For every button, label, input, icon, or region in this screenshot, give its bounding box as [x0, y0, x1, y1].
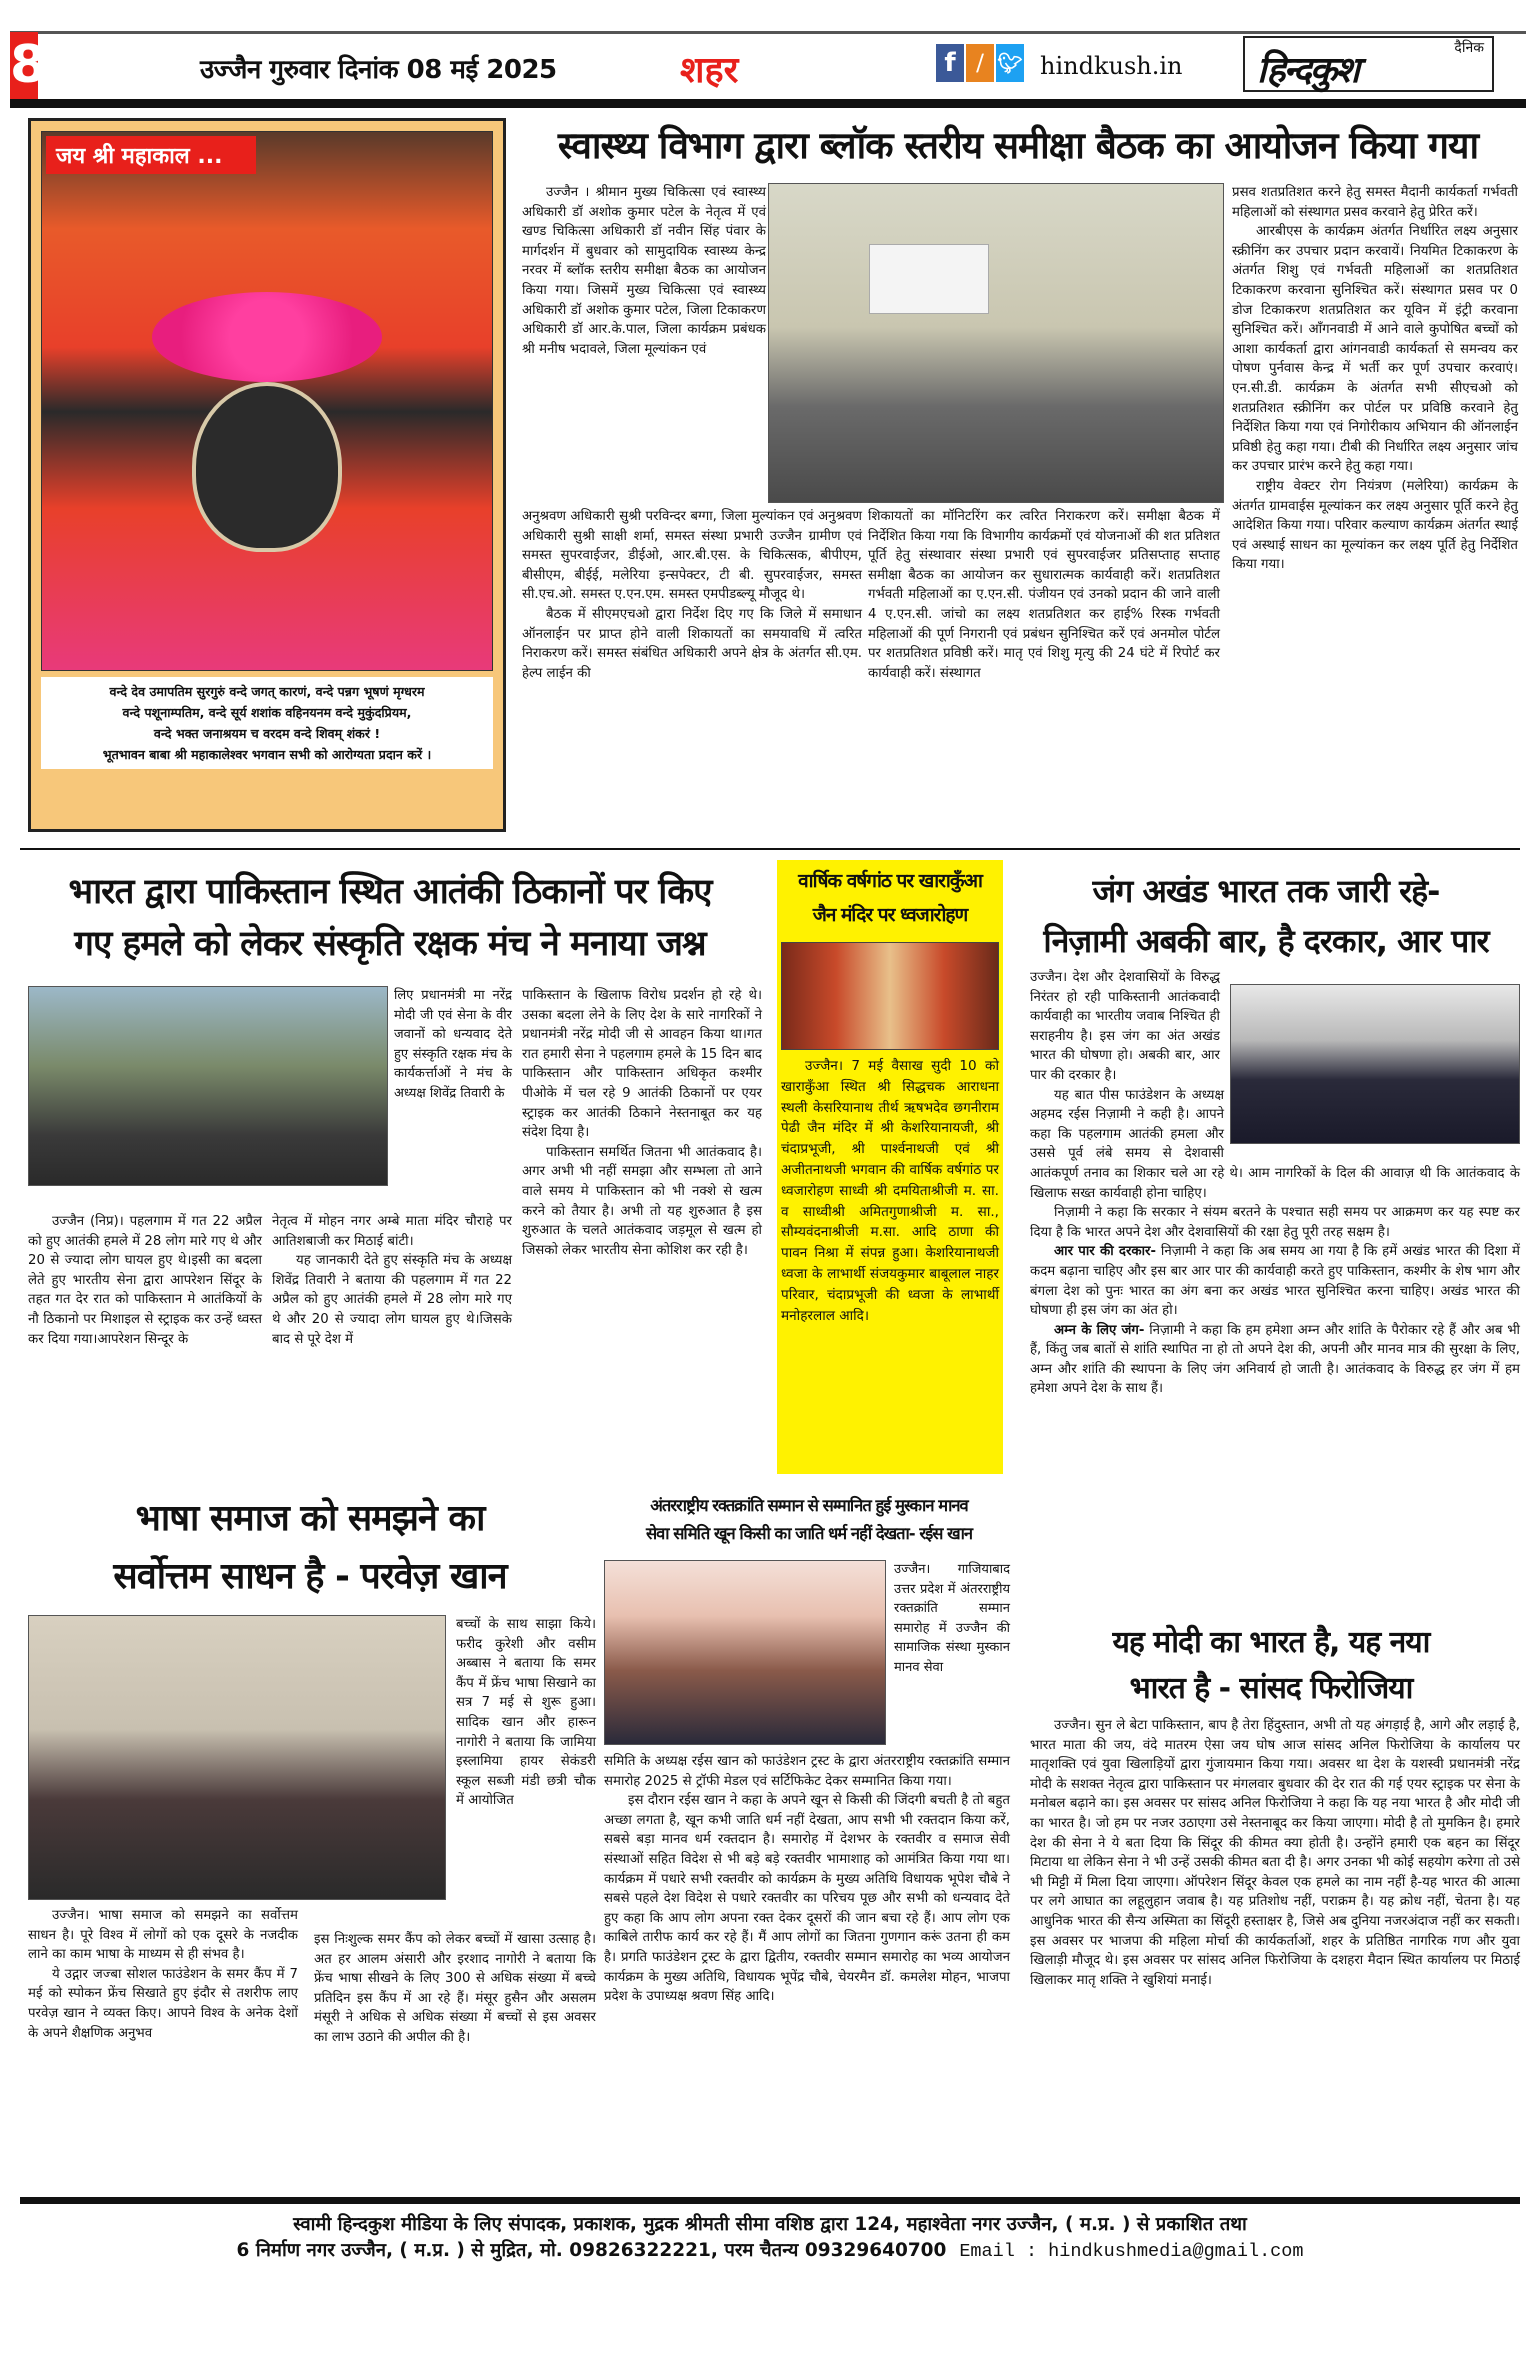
shivling-face — [192, 382, 342, 552]
rss-icon[interactable]: ⧸ — [966, 44, 994, 82]
website-link[interactable]: hindkush.in — [1040, 52, 1183, 80]
verse-line: वन्दे देव उमापतिम सुरगुरुं वन्दे जगत् कारणं, वन्दे पन्नग भूषणं मृग्धरम — [109, 684, 425, 699]
email-link[interactable]: Email : hindkushmedia@gmail.com — [959, 2241, 1304, 2262]
mahakal-verse — [41, 677, 493, 769]
modi-headline — [1020, 1620, 1522, 1712]
headline-line: जंग अखंड भारत तक जारी रहे- — [1092, 872, 1440, 910]
article-paragraph: समिति के अध्यक्ष रईस खान को फाउंडेशन ट्रस्ट के द्वारा अंतरराष्ट्रीय रक्तक्रांति सम्मान समारोह 2025 से ट्रॉफी मेडल एवं सर्टिफिकेट देकर सम्मानित किया गया। — [604, 1754, 1010, 1789]
subhead: अम्न के लिए जंग- — [1054, 1322, 1145, 1338]
article-paragraph: यह जानकारी देते हुए संस्कृति मंच के अध्यक्ष शिवेंद्र तिवारी ने बताया की पहलगाम में गत 22 अप्रैल को हुए आतंकी हमले में 28 लोग मारे गए थे और 20 से ज्यादा लोग घायल हुए थे।जिसके बाद से पूरे देश में — [272, 1253, 512, 1347]
headline-line: निज़ामी अबकी बार, है दरकार, आर पार — [1043, 922, 1489, 960]
article-paragraph: बैठक में सीएमएचओ द्वारा निर्देश दिए गए कि जिले में समाधान ऑनलाईन पर प्राप्त होने वाली शिकायतों का समयावधि में त्वरित निराकरण करें। समस्त संबंधित अधिकारी अपने क्षेत्र के अंतर्गत सी.एम. हेल्प लाईन की — [522, 606, 862, 681]
bhasha-side — [456, 1615, 596, 1811]
headline-line: भारत है - सांसद फिरोजिया — [1129, 1671, 1413, 1706]
article-paragraph: आर पार की दरकार- निज़ामी ने कहा कि अब समय आ गया है कि हमें अखंड भारत की दिशा में कदम बढ़ाना चाहिए और इस बार आर पार की कार्यवाही करते हुए पाकिस्तान, कश्मीर के शेष भाग और बंगला देश को पुनः भारत का अंग बना कर अखंड भारत सुनिश्चित करना चाहिए। अखंड भारत की घोषणा ही इस जंग का अंत हो। — [1030, 1244, 1521, 1319]
modi-body — [1030, 1716, 1520, 1990]
logo-name: हिन्दकुश — [1257, 49, 1358, 91]
mahakal-badge: जय श्री महाकाल ... — [46, 136, 256, 174]
article-paragraph: अनुश्रवण अधिकारी सुश्री परविन्दर बग्गा, जिला मुल्यांकन एवं अनुश्रवण अधिकारी सुश्री साक्षी शर्मा, समस्त संस्था प्रभारी उज्जैन ग्रामीण एवं समस्त सुपरवाईजर, डीईओ, आर.बी.एस. के चिकित्सक, बीपीएम, बीसीएम, बीईई, मलेरिया इन्सपेक्टर, टी बी. सुपरवाईजर, समस्त सी.एच.ओ. समस्त ए.एन.एम. समस्त एमपीडब्ल्यू मौजूद थे। — [522, 509, 862, 603]
article-paragraph: निज़ामी ने कहा कि सरकार ने संयम बरतने के पश्चात सही समय पर आक्रमण कर यह स्पष्ट कर दिया है कि भारत अपने देश और देशवासियों की रक्षा हेतु पूरी तरह सक्षम है। — [1030, 1205, 1520, 1240]
health-headline: स्वास्थ्य विभाग द्वारा ब्लॉक स्तरीय समीक्षा बैठक का आयोजन किया गया — [557, 124, 1479, 167]
footer-rule — [20, 2197, 1520, 2204]
health-col3 — [1232, 183, 1518, 575]
headline-line: सर्वोत्तम साधन है - परवेज़ खान — [113, 1556, 507, 1597]
muskan-body — [604, 1752, 1010, 2007]
sanskriti-col1 — [28, 1212, 262, 1349]
article-paragraph: उज्जैन । श्रीमान मुख्य चिकित्सा एवं स्वास्थ्य अधिकारी डॉ अशोक कुमार पटेल के नेतृत्व में एवं खण्ड चिकित्सा अधिकारी डॉ नवीन सिंह पंवार के मार्गदर्शन में बुधवार को सामुदायिक स्वास्थ्य केन्द्र नरवर में ब्लॉक स्तरीय समीक्षा बैठक का आयोजन किया गया। जिसमें मुख्य चिकित्सा एवं स्वास्थ्य अधिकारी डॉ अशोक कुमार पटेल, जिला टिकाकरण अधिकारी डॉ आर.के.पाल, जिला कार्यक्रम प्रबंधक श्री मनीष भदावले, जिला मूल्यांकन एवं — [522, 185, 766, 357]
dateline: उज्जैन गुरुवार दिनांक 08 मई 2025 — [200, 55, 557, 85]
headline-line: भाषा समाज को समझने का — [135, 1498, 485, 1539]
health-col1b — [522, 507, 862, 683]
article-paragraph: उज्जैन। सुन ले बेटा पाकिस्तान, बाप है तेरा हिंदुस्तान, अभी तो यह अंगड़ाई है, आगे और लड़ाई है, भारत माता की जय, वंदे मातरम ऐसा जय घोष आज सांसद अनिल फिरोजिया के कार्यालय पर मातृशक्ति एवं युवा खिलाड़ियों द्वारा गुंजायमान किया गया। अवसर था देश के यशस्वी प्रधानमंत्री नरेंद्र मोदी के सशक्त नेतृत्व द्वारा पाकिस्तान पर मंगलवार बुधवार की देर रात की गई एयर स्ट्राइक पर सेना के मनोबल बढ़ाने का। इस अवसर पर सांसद अनिल फिरोजिया ने कहा कि यह नया भारत है और मोदी जी का भारत है। जो हम पर नजर उठाएगा उसे नेस्तनाबूद कर किया जाएगा। मोदी है तो मुमकिन है। हमारे देश की सेना ने ये बता दिया कि सिंदूर की कीमत क्या होती है। उन्होंने हमारी एक बहन का सिंदूर मिटाया था लेकिन सेना ने भी उन्हें उसकी कीमत बता दी है। अगर उनका भी कोई सहयोग करेगा तो उसे भी मिट्टी में मिला दिया जाएगा। ऑपरेशन सिंदूर केवल एक हमले का नाम नहीं है-यह भारत की आत्मा पर लगे आघात का लहूलुहान जवाब है। यह प्रतिशोध नहीं, पराक्रम है। यह क्रोध नहीं, चेतना है। यह आधुनिक भारत की सैन्य अस्मिता का सिंदूरी हस्ताक्षर है, जिसे अब दुनिया नजरअंदाज नहीं कर सकती। इस अवसर पर भाजपा की महिला मोर्चा की कार्यकर्ताओं, शहर के प्रतिष्ठित नागरिक गण और युवा खिलाड़ी मौजूद थे। इस अवसर पर सांसद अनिल फिरोजिया के दशहरा मैदान स्थित कार्यालय पर मिठाई खिलाकर मातृ शक्ति ने खुशियां मनाई। — [1030, 1718, 1520, 1988]
bhasha-col1 — [28, 1906, 298, 2043]
headline-line: अंतरराष्ट्रीय रक्तक्रांति सम्मान से सम्मानित हुई मुस्कान मानव — [650, 1496, 968, 1515]
article-paragraph: बच्चों के साथ साझा किये। फरीद कुरेशी और वसीम अब्बास ने बताया कि समर कैंप में फ्रेंच भाषा सिखाने का सत्र 7 मई से शुरू हुआ। सादिक खान और हारून नागोरी ने बताया कि जामिया इस्लामिया हायर सेकंडरी स्कूल सब्जी मंडी छत्री चौक में आयोजित — [456, 1617, 596, 1809]
article-paragraph: उज्जैन। गाजियाबाद उत्तर प्रदेश में अंतरराष्ट्रीय रक्तक्रांति सम्मान समारोह में उज्जैन की सामाजिक संस्था मुस्कान मानव सेवा — [894, 1562, 1010, 1675]
bhasha-headline — [20, 1490, 600, 1606]
sanskriti-col2 — [272, 1212, 512, 1349]
article-paragraph: शिकायतों का मॉनिटरिंग कर त्वरित निराकरण करें। समीक्षा बैठक में निर्देशित किया गया कि विभागीय कार्यक्रमों एवं योजनाओं की शत प्रतिशत पूर्ति हेतु संस्थावार संस्था प्रभारी एवं सुपरवाईजर प्रतिसप्ताह सप्ताह समीक्षा बैठक का आयोजन कर सुधारात्मक कार्यवाही करें। शतप्रतिशत गर्भवती महिलाओं का ए.एन.सी. पंजीयन एवं उनको प्रदान की जाने वाली 4 ए.एन.सी. जांचो का लक्ष्य शतप्रतिशत कर हाई% रिस्क गर्भवती महिलाओं की पूर्ण निगरानी एवं प्रबंधन सुनिश्चित करें एवं अनमोल पोर्टल पर शतप्रतिशत प्रविष्ठी करें। मातृ एवं शिशु मृत्यु की 24 घंटे में रिपोर्ट कर कार्यवाही करें। संस्थागत — [868, 509, 1220, 681]
article-paragraph: राष्ट्रीय वेक्टर रोग नियंत्रण (मलेरिया) कार्यक्रम के अंतर्गत ग्रामवाईस मूल्यांकन कर लक्ष्य अनुसार पूर्ति करने हेतु आदेशित किया गया। परिवार कल्याण कार्यक्रम अंतर्गत स्थाई एवं अस्थाई साधन का मूल्यांकन कर लक्ष्य पूर्ति हेतु निर्देशित किया गया। — [1232, 478, 1518, 573]
article-paragraph: यह बात पीस फाउंडेशन के अध्यक्ष अहमद रईस निज़ामी ने कही है। आपने कहा कि पहलगाम आतंकी हमला और उससे पूर्व लंबे समय से देशवासी आतंकपूर्ण तनाव का शिकार चले आ रहे थे। आम नागरिकों के दिल की आवाज़ थी कि आतंकवाद के खिलाफ सख्त कार्यवाही होना चाहिए। — [1030, 1087, 1520, 1201]
headline-line: वार्षिक वर्षगांठ पर खाराकुँआ — [798, 870, 982, 892]
article-paragraph: उज्जैन। भाषा समाज को समझने का सर्वोत्तम साधन है। पूरे विश्व में लोगों को एक दूसरे के नजदीक लाने का काम भाषा के माध्यम से ही संभव है। — [28, 1908, 298, 1963]
social-icons — [936, 44, 1024, 82]
twitter-icon[interactable]: 🐦︎ — [996, 44, 1024, 82]
award-photo — [604, 1560, 886, 1745]
subhead: आर पार की दरकार- — [1054, 1244, 1157, 1260]
sanskriti-headline — [20, 866, 760, 970]
health-meeting-photo — [768, 183, 1224, 503]
article-paragraph: उज्जैन। देश और देशवासियों के विरुद्ध निरंतर हो रही पाकिस्तानी आतंकवादी कार्यवाही का भारतीय जवाब निश्चित ही सराहनीय है। इस जंग का अंत अखंड भारत की घोषणा हो। अबकी बार, आर पार की दरकार है। — [1030, 970, 1220, 1083]
verse-line: भूतभावन बाबा श्री महाकालेश्वर भगवान सभी को आरोग्यता प्रदान करें । — [102, 747, 432, 762]
facebook-icon[interactable]: f — [936, 44, 964, 82]
headline-line: यह मोदी का भारत है, यह नया — [1112, 1625, 1430, 1660]
summer-camp-photo — [28, 1615, 446, 1900]
projector-screen — [869, 244, 989, 314]
imprint-line: 6 निर्माण नगर उज्जैन, ( म.प्र. ) से मुद्रित, मो. 09826322221, परम चैतन्य 09329640700 Email : hindkushmedia@gmail.com — [236, 2240, 1304, 2262]
jang-group-photo — [1230, 984, 1520, 1144]
article-paragraph: इस दौरान रईस खान ने कहा के अपने खून से किसी की जिंदगी बचती है तो बहुत अच्छा लगता है, खून कभी जाति धर्म नहीं देखता, आप सभी भी रक्तदान किया करें, सबसे बड़ा मानव धर्म रक्तदान है। समारोह में देशभर के रक्तवीर व समाज सेवी संस्थाओं सहित विदेश से भी बड़े बड़े रक्तवीर भामाशाह को आमंत्रित किया गया था। कार्यक्रम में पधारे सभी रक्तवीर को कार्यक्रम के मुख्य अतिथि विधायक भूपेश चौबे ने सबसे पहले देश विदेश से पधारे रक्तवीर का परिचय पूछ और सभी को धन्यवाद देते हुए कहा कि आप लोग अपना रक्त देकर दूसरों की जान बचा रहे हैं। आप लोग एक काबिले तारीफ कार्य कर रहे हैं। मैं आप लोगों का जितना गुणगान करूं उतना ही कम है। प्रगति फाउंडेशन ट्रस्ट के द्वारा द्वितीय, रक्तवीर सम्मान समारोह का भव्य आयोजन कार्यक्रम के मुख्य अतिथि, विधायक भूपेंद्र चौबे, चेयरमैन डॉ. कमलेश मोहन, भाजपा प्रदेश के उपाध्यक्ष श्रवण सिंह आदि। — [604, 1793, 1010, 2005]
article-paragraph: पाकिस्तान समर्थित जितना भी आतंकवाद है। अगर अभी भी नहीं समझा और सम्भला तो आने वाले समय मे पाकिस्तान को भी नक्शे से खत्म करने को तैयार है। अभी तो यह शुरुआत है इस शुरुआत के चलते आतंकवाद जड़मूल से खत्म हो जिसको लेकर भारतीय सेना कोशिश कर रही है। — [522, 1144, 762, 1258]
section-title: शहर — [680, 50, 739, 91]
flower-garland — [152, 292, 382, 382]
bhasha-col2 — [314, 1930, 596, 2048]
imprint-line: स्वामी हिन्दकुश मीडिया के लिए संपादक, प्रकाशक, मुद्रक श्रीमती सीमा वशिष्ठ द्वारा 124, महाश्वेता नगर उज्जैन, ( म.प्र. ) से प्रकाशित तथा — [293, 2214, 1247, 2235]
muskan-headline — [604, 1492, 1014, 1548]
article-paragraph: ये उद्गार जज्बा सोशल फाउंडेशन के समर कैंप में 7 मई को स्पोकन फ्रेंच सिखाते हुए इंदौर से तशरीफ लाए परवेज़ खान ने व्यक्त किए। आपने विश्व के अनेक देशों के अपने शैक्षणिक अनुभव — [28, 1966, 298, 2041]
jain-box — [777, 860, 1003, 1474]
newspaper-logo — [1243, 36, 1494, 92]
article-paragraph: इस निःशुल्क समर कैंप को लेकर बच्चों में खासा उत्साह है। अत हर आलम अंसारी और इरशाद नागोरी ने बताया कि फ्रेंच भाषा सीखने के लिए 300 से अधिक संख्या में बच्चे प्रतिदिन इस कैंप में आ रहे हैं। मंसूर हुसैन और असलम मंसूरी ने अधिक से अधिक संख्या में बच्चों से इस अवसर का लाभ उठाने की अपील की है। — [314, 1932, 596, 2045]
imprint — [20, 2212, 1520, 2265]
article-paragraph: लिए प्रधानमंत्री मा नरेंद्र मोदी जी एवं सेना के वीर जवानों को धन्यवाद देते हुए संस्कृति रक्षक मंच के कार्यकर्त्ताओं ने मंच के अध्यक्ष शिवेंद्र तिवारी के — [394, 988, 512, 1101]
article-paragraph: प्रसव शतप्रतिशत करने हेतु समस्त मैदानी कार्यकर्ता गर्भवती महिलाओं को संस्थागत प्रसव करवाने हेतु प्रेरित करें। — [1232, 185, 1518, 220]
article-paragraph: नेतृत्व में मोहन नगर अम्बे माता मंदिर चौराहे पर आतिशबाजी कर मिठाई बांटी। — [272, 1214, 512, 1249]
article-paragraph: उज्जैन। 7 मई वैसाख सुदी 10 को खाराकुँआ स्थित श्री सिद्धचक आराधना स्थली केसरियानाथ तीर्थ ऋषभदेव छगनीराम पेढी जैन मंदिर में श्री केशरियानायजी, श्री चंदाप्रभूजी, श्री पार्श्वनाथजी एवं श्री अजीतनाथजी भगवान की वार्षिक वर्षगांठ पर ध्वजारोहण साध्वी श्री दमयिताश्रीजी म. सा. व साध्वीश्री अमितगुणाश्रीजी म. सा., सौम्यवंदनाश्रीजी म.सा. आदि ठाणा की पावन निश्रा में संपन्न हुआ। केशरियानाथजी ध्वजा के लाभार्थी संजयकुमार बाबूलाल नाहर परिवार, चंदाप्रभूजी की ध्वजा के लाभार्थी मनोहरलाल आदि। — [781, 1058, 999, 1324]
logo-daily: दैनिक — [1454, 40, 1484, 56]
sanskriti-col3 — [522, 986, 762, 1260]
headline-line: भारत द्वारा पाकिस्तान स्थित आतंकी ठिकानों पर किए — [68, 872, 712, 912]
headline-line: गए हमले को लेकर संस्कृति रक्षक मंच ने मनाया जश्न — [74, 924, 706, 964]
verse-line: वन्दे भक्त जनाश्रयम च वरदम वन्दे शिवम् शंकरं ! — [153, 726, 381, 741]
masthead-top-rule — [10, 31, 1526, 34]
health-col2 — [868, 507, 1220, 683]
verse-line: वन्दे पशूनाम्पतिम, वन्दे सूर्य शशांक वहिनयनम वन्दे मुकुंदप्रियम, — [122, 705, 412, 720]
mahakal-box — [28, 118, 506, 832]
section-divider — [20, 848, 1520, 850]
headline-line: जैन मंदिर पर ध्वजारोहण — [812, 904, 968, 926]
sanskriti-side — [394, 986, 512, 1104]
jain-photo — [781, 942, 999, 1050]
jang-headline — [1010, 866, 1522, 966]
mahakal-photo — [41, 131, 493, 671]
muskan-side — [894, 1560, 1010, 1678]
article-paragraph: पाकिस्तान के खिलाफ विरोध प्रदर्शन हो रहे थे।उसका बदला लेने के लिए देश के सारे नागरिकों ने प्रधानमंत्री नरेंद्र मोदी जी से आवहन किया था।गत रात हमारी सेना ने पहलगाम हमले के 15 दिन बाद पाकिस्तान और पाकिस्तान अधिकृत कश्मीर पीओके में चल रहे 9 आतंकी ठिकानों पर एयर स्ट्राइक कर आतंकी ठिकाने नेस्तनाबूत कर यह संदेश दिया है। — [522, 988, 762, 1141]
masthead-bottom-rule — [10, 99, 1526, 108]
jang-col — [1030, 968, 1520, 1399]
article-paragraph: आरबीएस के कार्यक्रम अंतर्गत निर्धारित लक्ष्य अनुसार स्क्रीनिंग कर उपचार प्रदान करवायें। नियमित टिकाकरण के अंतर्गत शिशु एवं गर्भवती महिलाओं का शतप्रतिशत टिकाकरण करवाना सुनिश्चित करें। संस्थागत प्रसव पर 0 डोज टिकाकरण शतप्रतिशत कर यूविन में इंट्री करवाना सुनिश्चित करें। आँगनवाडी में आने वाले कुपोषित बच्चों को आशा कार्यकर्ता द्वारा आंगनवाडी कार्यकर्ता से समन्वय कर पोषण पुर्नवास केन्द्र में भर्ती कर पूर्ण उपचार करवाएं। एन.सी.डी. कार्यक्रम के अंतर्गत सभी सीएचओ को शतप्रतिशत स्क्रीनिंग कर पोर्टल पर प्रविष्ठि करवाने हेतु निर्देशित किया गया एवं निगोरीकाय अभियान की ऑनलाईन प्रविष्ठी हेतु कहा गया। टीबी की निर्धारित लक्ष्य अनुसार जांच कर उपचार प्रारंभ करने हेतु कहा गया। — [1232, 224, 1518, 475]
article-paragraph: अम्न के लिए जंग- निज़ामी ने कहा कि हम हमेशा अम्न और शांति के पैरोकार रहे हैं और अब भी हैं, किंतु जब बातों से शांति स्थापित ना हो तो अपने देश की, अपनी और मानव मात्र की सुरक्षा के लिए, अम्न और शांति की स्थापना के लिए जंग अनिवार्य हो जाती है। आतंकवाद के विरुद्ध हर जंग में हम हमेशा अपने देश के साथ हैं। — [1030, 1322, 1520, 1397]
health-col1 — [522, 183, 766, 359]
page-number: 8 — [10, 32, 38, 99]
article-paragraph: उज्जैन (निप्र)। पहलगाम में गत 22 अप्रैल को हुए आतंकी हमले में 28 लोग मारे गए थे और 20 से ज्यादा लोग घायल हुए थे।इसी का बदला लेते हुए भारतीय सेना द्वारा आपरेशन सिंदूर के तहत गत देर रात को पाकिस्तान मे आतंकियों के नौ ठिकानो पर मिशाइल से स्ट्राइक कर उन्हें ध्वस्त कर दिया गया।आपरेशन सिन्दूर के — [28, 1214, 262, 1347]
sanskriti-celebration-photo — [28, 986, 388, 1186]
jain-headline — [777, 860, 1003, 932]
headline-line: सेवा समिति खून किसी का जाति धर्म नहीं देखता- रईस खान — [645, 1524, 973, 1543]
